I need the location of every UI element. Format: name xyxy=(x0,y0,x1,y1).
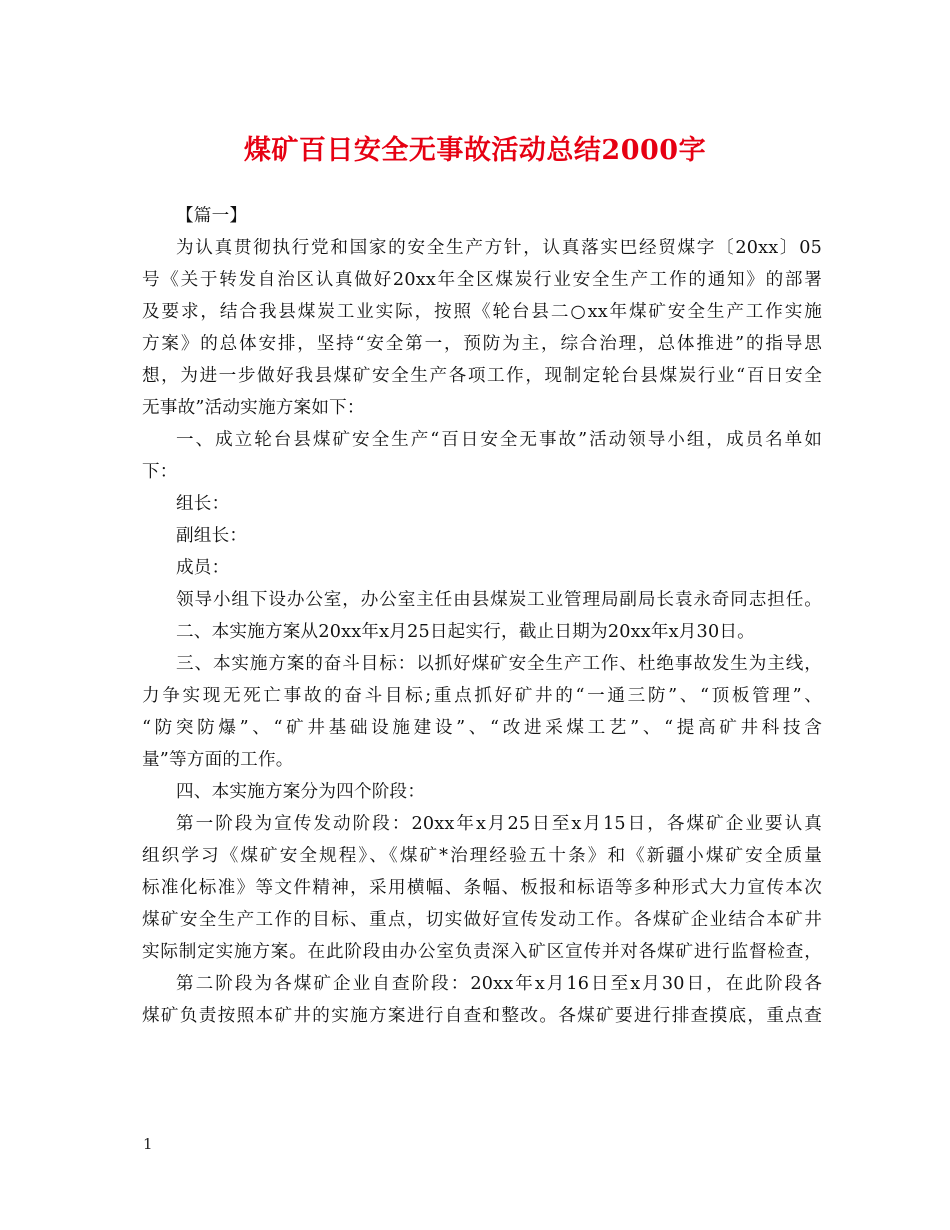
paragraph-line: 领导小组下设办公室，办公室主任由县煤炭工业管理局副局长袁永奇同志担任。 xyxy=(176,590,822,610)
paragraph-line: 煤矿安全生产工作的目标、重点，切实做好宣传发动工作。各煤矿企业结合本矿井 xyxy=(142,910,822,930)
paragraph-line: 想，为进一步做好我县煤矿安全生产各项工作，现制定轮台县煤炭行业“百日安全 xyxy=(142,366,822,386)
paragraph-line: 力争实现无死亡事故的奋斗目标;重点抓好矿井的“一通三防”、“顶板管理”、 xyxy=(142,686,822,706)
paragraph-line: 三、本实施方案的奋斗目标：以抓好煤矿安全生产工作、杜绝事故发生为主线， xyxy=(176,654,822,674)
page-number: 1 xyxy=(143,1135,153,1153)
paragraph-line: 方案》的总体安排，坚持“安全第一，预防为主，综合治理，总体推进”的指导思 xyxy=(142,334,822,354)
paragraph-line: 组长： xyxy=(176,494,230,514)
paragraph-line: 标准化标准》等文件精神，采用横幅、条幅、板报和标语等多种形式大力宣传本次 xyxy=(142,878,822,898)
paragraph-line: 二、本实施方案从20xx年x月25日起实行，截止日期为20xx年x月30日。 xyxy=(176,622,755,642)
paragraph-line: 副组长： xyxy=(176,526,248,546)
paragraph-line: 第二阶段为各煤矿企业自查阶段：20xx年x月16日至x月30日，在此阶段各 xyxy=(176,974,822,994)
paragraph-line: 为认真贯彻执行党和国家的安全生产方针，认真落实巴经贸煤字〔20xx〕05 xyxy=(176,238,822,258)
paragraph-line: 成员： xyxy=(176,558,230,578)
paragraph-line: 第一阶段为宣传发动阶段：20xx年x月25日至x月15日，各煤矿企业要认真 xyxy=(176,814,822,834)
paragraph-line: 实际制定实施方案。在此阶段由办公室负责深入矿区宣传并对各煤矿进行监督检查， xyxy=(142,942,822,962)
section-heading: 【篇一】 xyxy=(176,206,248,226)
paragraph-line: 四、本实施方案分为四个阶段： xyxy=(176,782,426,802)
paragraph-line: 号《关于转发自治区认真做好20xx年全区煤炭行业安全生产工作的通知》的部署 xyxy=(142,270,822,290)
paragraph-line: 组织学习《煤矿安全规程》、《煤矿*治理经验五十条》和《新疆小煤矿安全质量 xyxy=(142,846,822,866)
paragraph-line: 一、成立轮台县煤矿安全生产“百日安全无事故”活动领导小组，成员名单如 xyxy=(176,430,822,450)
paragraph-line: 无事故”活动实施方案如下： xyxy=(142,398,365,418)
paragraph-line: 量”等方面的工作。 xyxy=(142,750,294,770)
document-body xyxy=(142,200,822,1032)
paragraph-line: “防突防爆”、“矿井基础设施建设”、“改进采煤工艺”、“提高矿井科技含 xyxy=(142,718,822,738)
paragraph-line: 下： xyxy=(142,462,178,482)
document-title: 煤矿百日安全无事故活动总结2000字 xyxy=(243,135,707,166)
paragraph-line: 及要求，结合我县煤炭工业实际，按照《轮台县二○xx年煤矿安全生产工作实施 xyxy=(142,302,822,322)
paragraph-line: 煤矿负责按照本矿井的实施方案进行自查和整改。各煤矿要进行排查摸底，重点查 xyxy=(142,1006,822,1026)
